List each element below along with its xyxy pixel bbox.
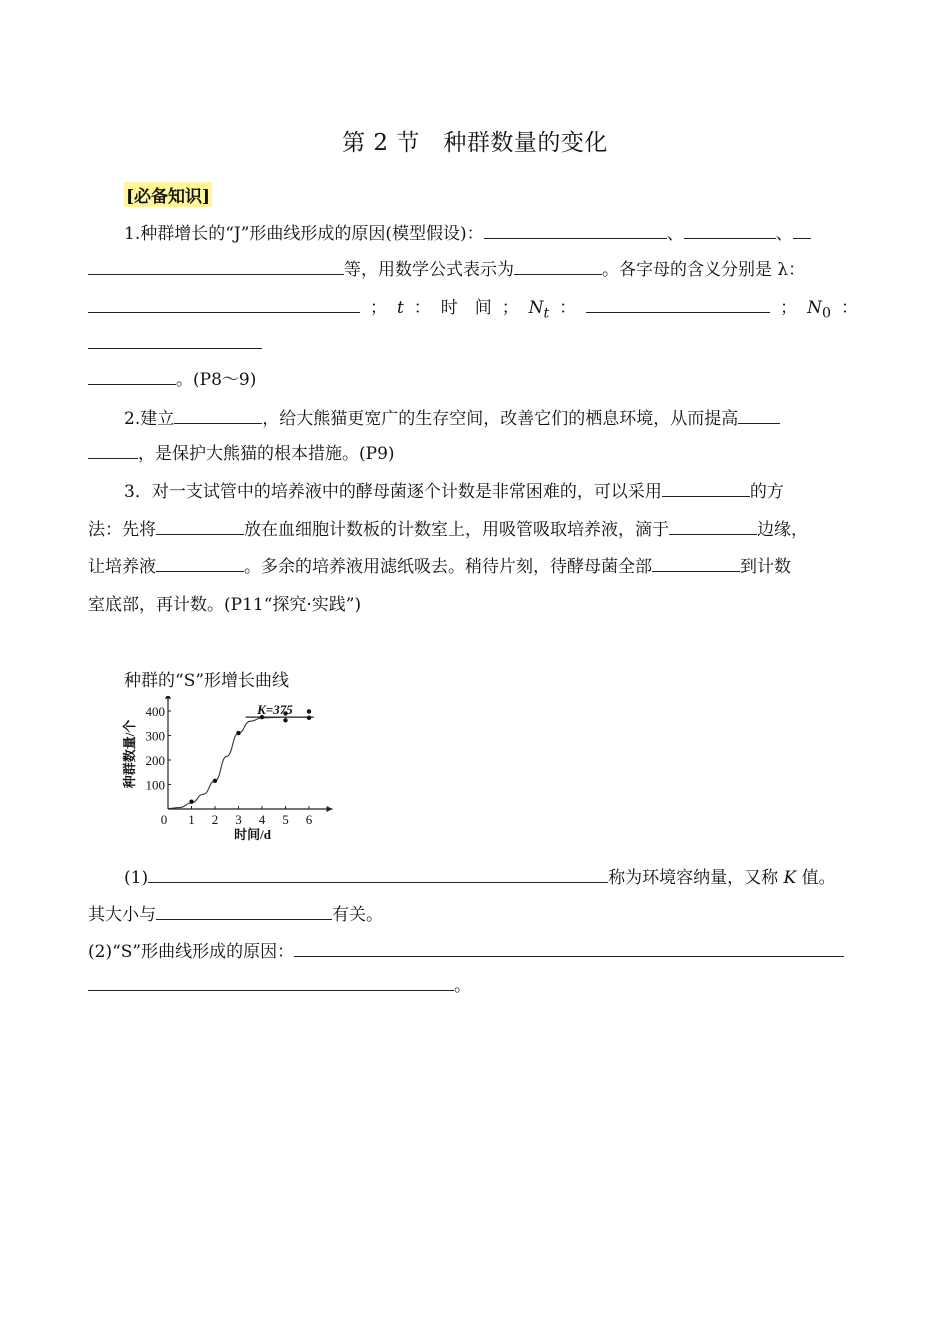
q3-text: 法：先将: [88, 520, 156, 540]
q3-line-3: [88, 556, 791, 578]
q1-text: 等，用数学公式表示为: [344, 260, 514, 280]
nt-symbol: $N_t$: [528, 298, 550, 322]
answer-blank[interactable]: [294, 941, 844, 957]
q3-text: 的方: [749, 482, 784, 502]
y-tick-label: 100: [145, 777, 165, 793]
s-curve-line: [168, 717, 309, 808]
separator: ；: [369, 298, 387, 318]
n0-symbol: $N_0$: [807, 298, 831, 322]
separator: ；: [501, 298, 519, 318]
q3-text: 边缘，: [757, 520, 808, 540]
q3-text: 到计数: [740, 557, 791, 577]
q3-text: 3．对一支试管中的培养液中的酵母菌逐个计数是非常困难的，可以采用: [124, 482, 662, 502]
q4-text: 有关。: [332, 905, 383, 925]
chart-axes: [165, 696, 333, 812]
answer-blank[interactable]: [662, 481, 750, 497]
separator: ：: [413, 298, 431, 318]
section-tag: [必备知识]: [124, 182, 212, 207]
answer-blank[interactable]: [484, 223, 667, 239]
q4-text: 。: [454, 976, 471, 996]
q1-line-5: [88, 369, 256, 391]
q4-line-1: [124, 867, 836, 889]
q4-text: (2)“S”形曲线形成的原因：: [88, 942, 295, 962]
x-tick-label: 1: [188, 812, 195, 827]
chart-title: 种群的“S”形增长曲线: [124, 671, 290, 691]
q4-line-2: [88, 904, 383, 926]
answer-blank[interactable]: [88, 259, 344, 275]
x-tick-label: 2: [211, 812, 219, 827]
answer-blank[interactable]: [88, 443, 138, 459]
q1-line-1: [124, 223, 811, 245]
q2-text: ，是保护大熊猫的根本措施。(P9): [138, 444, 395, 464]
chart-curve: [168, 717, 314, 808]
q2-line-1: [124, 408, 780, 430]
answer-blank[interactable]: [88, 369, 176, 385]
separator: ：: [840, 298, 858, 318]
q1-text: 时 间: [440, 298, 492, 318]
x-tick-label: 6: [305, 812, 313, 827]
q4-text: 其大小与: [88, 905, 156, 925]
q4-text: (1): [124, 868, 149, 888]
answer-blank[interactable]: [652, 556, 740, 572]
answer-blank[interactable]: [684, 223, 776, 239]
separator: 、: [666, 224, 684, 244]
q1-line-4: [88, 333, 262, 355]
y-tick-label: 300: [145, 728, 165, 744]
answer-blank[interactable]: [793, 223, 811, 239]
x-tick-label: 5: [282, 812, 289, 827]
x-tick-label: 0: [160, 812, 168, 827]
separator: ：: [559, 298, 577, 318]
q1-prefix: 1.种群增长的“J”形曲线形成的原因(模型假设)：: [124, 224, 484, 244]
answer-blank[interactable]: [514, 259, 602, 275]
data-point: [307, 709, 311, 713]
q4-line-3: [88, 941, 844, 963]
data-point: [213, 779, 217, 783]
q1-text: 。各字母的含义分别是 λ：: [602, 260, 806, 280]
y-axis-arrow: [165, 696, 171, 699]
answer-blank[interactable]: [738, 408, 780, 424]
k-symbol: K: [783, 868, 797, 888]
data-point: [283, 718, 287, 722]
answer-blank[interactable]: [586, 297, 770, 313]
q3-line-2: [88, 519, 808, 541]
answer-blank[interactable]: [148, 867, 608, 883]
answer-blank[interactable]: [156, 556, 244, 572]
q4-text: 值。: [796, 868, 836, 888]
q3-text: 让培养液: [88, 557, 156, 577]
s-curve-chart: [118, 696, 343, 846]
q3-line-4: [88, 594, 361, 616]
answer-blank[interactable]: [156, 904, 332, 920]
x-tick-label: 4: [258, 812, 266, 827]
q2-line-2: [88, 443, 395, 465]
y-tick-label: 200: [145, 753, 165, 768]
q4-line-4: [88, 975, 471, 997]
data-point: [189, 799, 193, 803]
q1-text: 。(P8～9): [176, 370, 257, 390]
q2-text: ，给大熊猫更宽广的生存空间，改善它们的栖息环境，从而提高: [262, 409, 739, 429]
data-point: [236, 731, 240, 735]
answer-blank[interactable]: [88, 333, 262, 349]
q3-text: 放在血细胞计数板的计数室上，用吸管吸取培养液，滴于: [244, 520, 669, 540]
x-axis-label: 时间/d: [234, 827, 272, 842]
answer-blank[interactable]: [156, 519, 244, 535]
y-axis-label: 种群数量/个: [122, 719, 137, 789]
q3-text: 室底部，再计数。(P11“探究·实践”): [88, 595, 362, 615]
answer-blank[interactable]: [669, 519, 757, 535]
q1-line-2: [88, 259, 805, 281]
answer-blank[interactable]: [174, 408, 262, 424]
separator: 、: [775, 224, 793, 244]
chart-labels: [122, 702, 293, 842]
separator: ；: [780, 298, 798, 318]
data-point: [307, 716, 311, 720]
answer-blank[interactable]: [88, 297, 360, 313]
t-symbol: t: [396, 298, 404, 318]
k-value-label: K=375: [257, 702, 293, 718]
q4-text: 称为环境容纳量，又称: [608, 868, 784, 888]
x-tick-label: 3: [235, 812, 242, 827]
q2-text: 2.建立: [124, 409, 175, 429]
q1-line-3: [88, 297, 858, 324]
page-title: 第 2 节 种群数量的变化: [342, 130, 608, 156]
y-tick-label: 400: [145, 704, 165, 719]
x-axis-arrow: [327, 806, 333, 812]
q3-text: 。多余的培养液用滤纸吸去。稍待片刻，待酵母菌全部: [244, 557, 652, 577]
answer-blank[interactable]: [88, 975, 454, 991]
q3-line-1: [124, 481, 784, 503]
